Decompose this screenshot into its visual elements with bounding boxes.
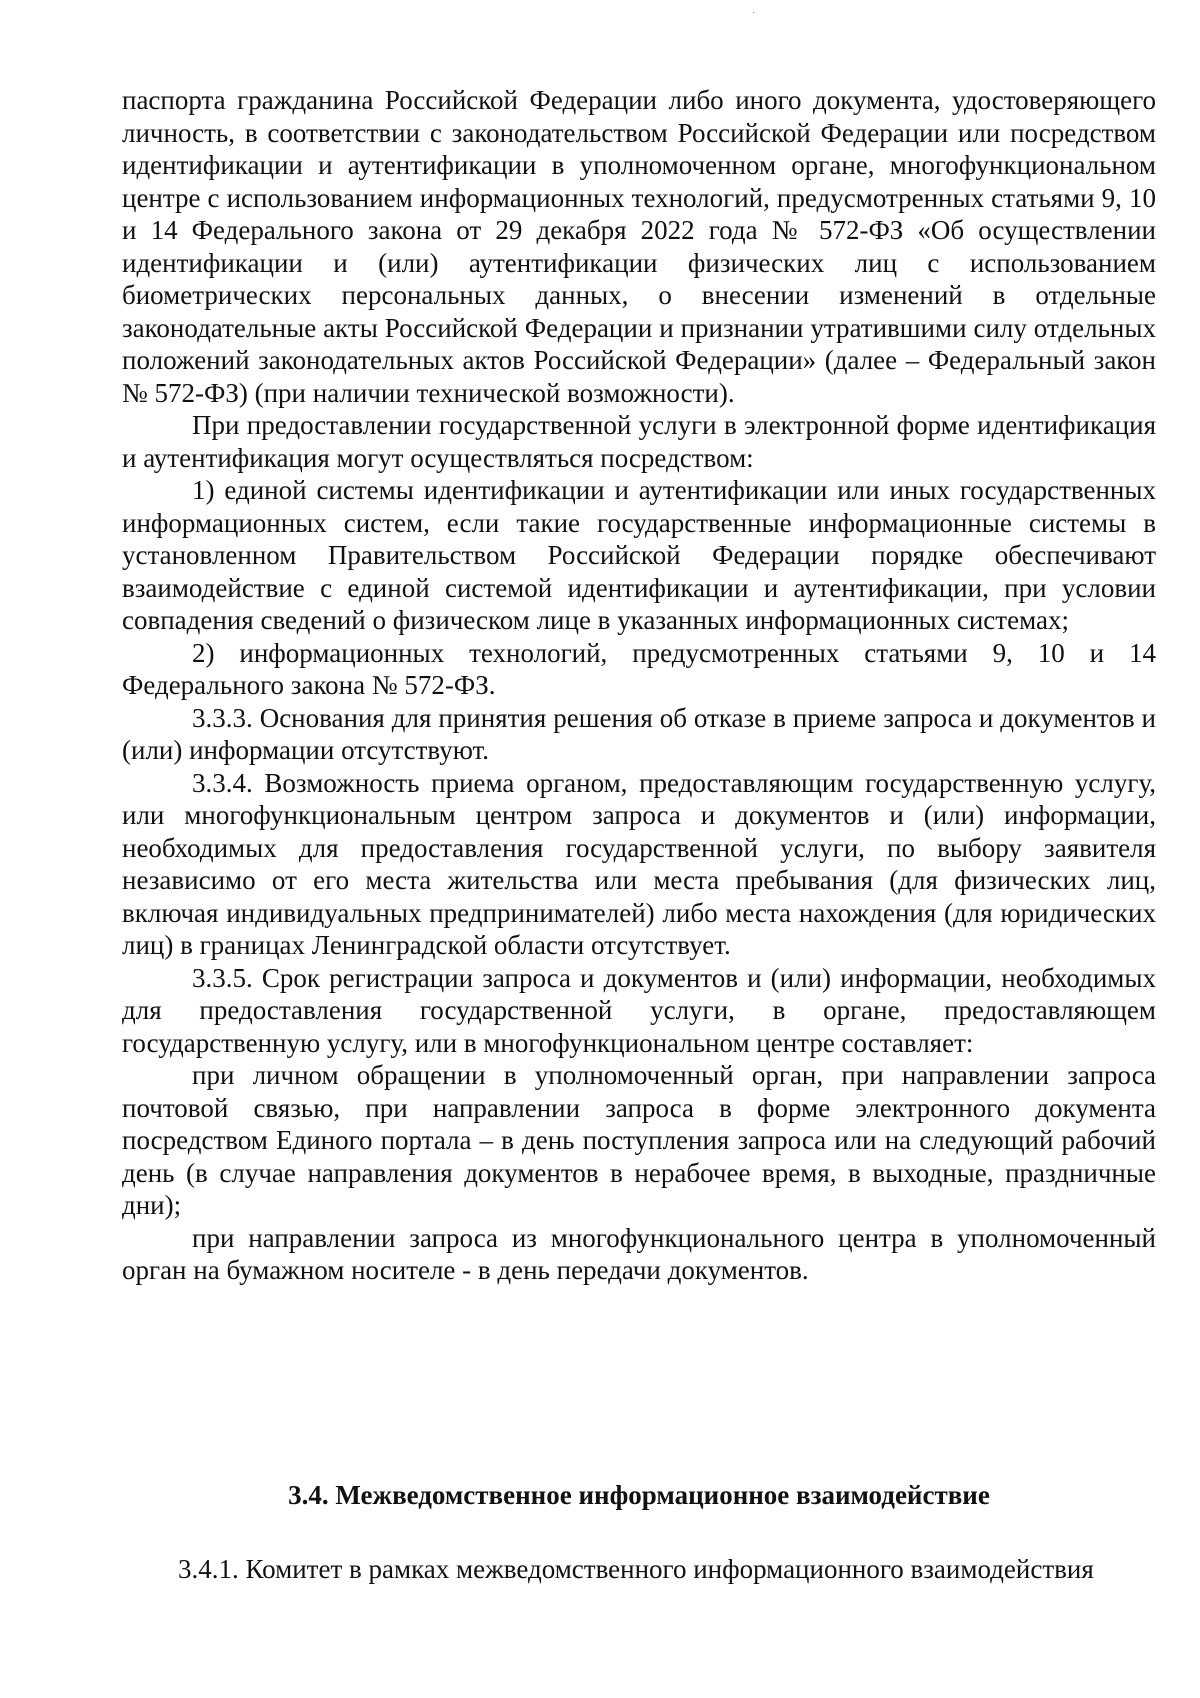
paragraph-mfc-paper: при направлении запроса из многофункционального центра в уполномоченный орган на бумажном носителе - в день передачи документов.: [122, 1222, 1156, 1285]
paragraph-3-4-1: 3.4.1. Комитет в рамках межведомственного информационного взаимодействия: [178, 1554, 1094, 1584]
section-heading-3-4: 3.4. Межведомственное информационное взаимодействие: [288, 1480, 990, 1510]
document-body: [122, 84, 1156, 1287]
paragraph-personal-visit: при личном обращении в уполномоченный орган, при направлении запроса почтовой связью, при направлении запроса в форме электронного документа посредством Единого портала – в день поступления запроса или на следующий рабочий день (в случае направления документов в нерабочее время, в выходные, праздничные дни);: [122, 1060, 1156, 1220]
paragraph-item-1-esia: 1) единой системы идентификации и аутентификации или иных государственных информационных систем, если такие государственные информационные системы в установленном Правительством Российской Федерации порядке обеспечивают взаимодействие с единой системой идентификации и аутентификации, при условии совпадения сведений о физическом лице в указанных информационных системах;: [122, 475, 1156, 635]
paragraph-3-3-4: 3.3.4. Возможность приема органом, предоставляющим государственную услугу, или многофункциональным центром запроса и документов и (или) информации, необходимых для предоставления государственной услуги, по выбору заявителя независимо от его места жительства или места пребывания (для физических лиц, включая индивидуальных предпринимателей) либо места нахождения (для юридических лиц) в границах Ленинградской области отсутствует.: [122, 767, 1156, 960]
scan-mark: ·: [752, 8, 756, 19]
paragraph-item-2-technologies: 2) информационных технологий, предусмотренных статьями 9, 10 и 14 Федерального закона № 572-ФЗ.: [122, 637, 1156, 700]
paragraph-3-3-5: 3.3.5. Срок регистрации запроса и документов и (или) информации, необходимых для предоставления государственной услуги, в органе, предоставляющем государственную услугу, или в многофункциональном центре составляет:: [122, 962, 1156, 1058]
paragraph-3-3-3: 3.3.3. Основания для принятия решения об отказе в приеме запроса и документов и (или) информации отсутствуют.: [122, 702, 1156, 765]
paragraph-electronic-identification: При предоставлении государственной услуги в электронной форме идентификация и аутентификация могут осуществляться посредством:: [122, 410, 1156, 473]
paragraph-passport-identification: паспорта гражданина Российской Федерации либо иного документа, удостоверяющего личность, в соответствии с законодательством Российской Федерации или посредством идентификации и аутентификации в уполномоченном органе, многофункциональном центре с использованием информационных технологий, предусмотренных статьями 9, 10 и 14 Федерального закона от 29 декабря 2022 года № 572-ФЗ «Об осуществлении идентификации и (или) аутентификации физических лиц с использованием биометрических персональных данных, о внесении изменений в отдельные законодательные акты Российской Федерации и признании утратившими силу отдельных положений законодательных актов Российской Федерации» (далее – Федеральный закон № 572-ФЗ) (при наличии технической возможности).: [122, 85, 1156, 408]
